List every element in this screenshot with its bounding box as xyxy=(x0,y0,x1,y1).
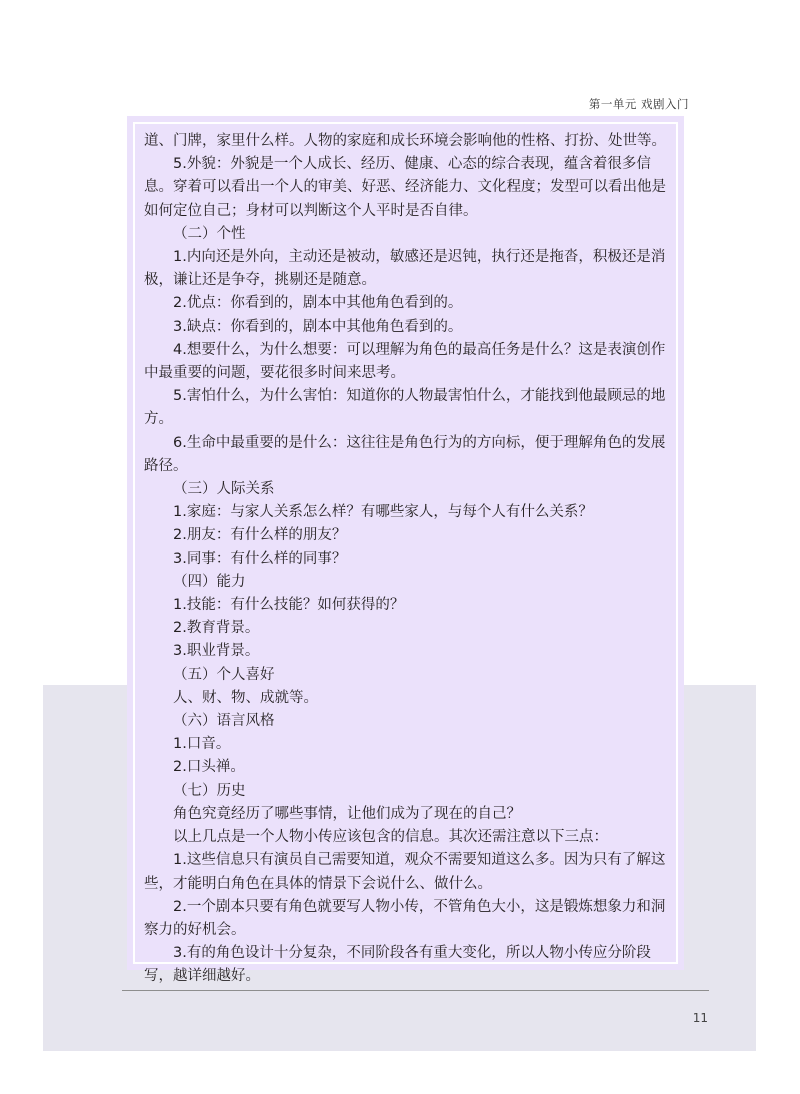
paragraph: 3.缺点：你看到的，剧本中其他角色看到的。 xyxy=(173,318,463,335)
paragraph: 3.职业背景。 xyxy=(173,643,260,660)
footer-rule xyxy=(122,990,709,991)
paragraph: 1.家庭：与家人关系怎么样？有哪些家人，与每个人有什么关系？ xyxy=(173,504,593,521)
paragraph: 1.这些信息只有演员自己需要知道，观众不需要知道这么多。因为只有了解这些，才能明白角色在具体的情景下会说什么、做什么。 xyxy=(144,852,666,892)
paragraph: 6.生命中最重要的是什么：这往往是角色行为的方向标，便于理解角色的发展路径。 xyxy=(144,434,666,474)
paragraph: 1.口音。 xyxy=(173,736,231,753)
section-heading: （三）人际关系 xyxy=(173,481,275,498)
paragraph: 4.想要什么，为什么想要：可以理解为角色的最高任务是什么？这是表演创作中最重要的问题，要花很多时间来思考。 xyxy=(144,341,666,382)
content-box xyxy=(127,116,684,985)
paragraph: 2.朋友：有什么样的朋友？ xyxy=(173,527,347,544)
paragraph: 5.外貌：外貌是一个人成长、经历、健康、心态的综合表现，蕴含着很多信息。穿着可以看出一个人的审美、好恶、经济能力、文化程度；发型可以看出他是如何定位自己；身材可以判断这个人平时是否自律。 xyxy=(144,156,666,219)
paragraph: 2.优点：你看到的，剧本中其他角色看到的。 xyxy=(173,295,463,312)
paragraph: 3.同事：有什么样的同事？ xyxy=(173,550,347,567)
paragraph: 道、门牌，家里什么样。人物的家庭和成长环境会影响他的性格、打扮、处世等。 xyxy=(144,133,666,149)
section-heading: （六）语言风格 xyxy=(173,713,275,730)
paragraph: 以上几点是一个人物小传应该包含的信息。其次还需注意以下三点： xyxy=(173,829,608,846)
paragraph: 1.技能：有什么技能？如何获得的？ xyxy=(173,597,405,614)
section-heading: （二）个性 xyxy=(173,225,246,242)
page-number: 11 xyxy=(692,1011,708,1025)
running-header: 第一单元 戏剧入门 xyxy=(588,97,689,111)
section-heading: （七）历史 xyxy=(173,782,246,799)
paragraph: 2.口头禅。 xyxy=(173,759,245,776)
paragraph: 角色究竟经历了哪些事情，让他们成为了现在的自己？ xyxy=(173,805,521,822)
paragraph: 人、财、物、成就等。 xyxy=(173,689,318,706)
paragraph: 5.害怕什么，为什么害怕：知道你的人物最害怕什么，才能找到他最顾忌的地方。 xyxy=(144,388,666,428)
paragraph: 1.内向还是外向，主动还是被动，敏感还是迟钝，执行还是拖沓，积极还是消极，谦让还是争夺，挑剔还是随意。 xyxy=(144,249,666,289)
paragraph: 3.有的角色设计十分复杂，不同阶段各有重大变化，所以人物小传应分阶段写，越详细越好。 xyxy=(144,945,651,985)
section-heading: （五）个人喜好 xyxy=(173,666,275,683)
paragraph: 2.教育背景。 xyxy=(173,620,260,637)
section-heading: （四）能力 xyxy=(173,573,246,590)
paragraph: 2.一个剧本只要有角色就要写人物小传，不管角色大小，这是锻炼想象力和洞察力的好机会。 xyxy=(144,898,666,938)
body-text xyxy=(144,130,670,989)
